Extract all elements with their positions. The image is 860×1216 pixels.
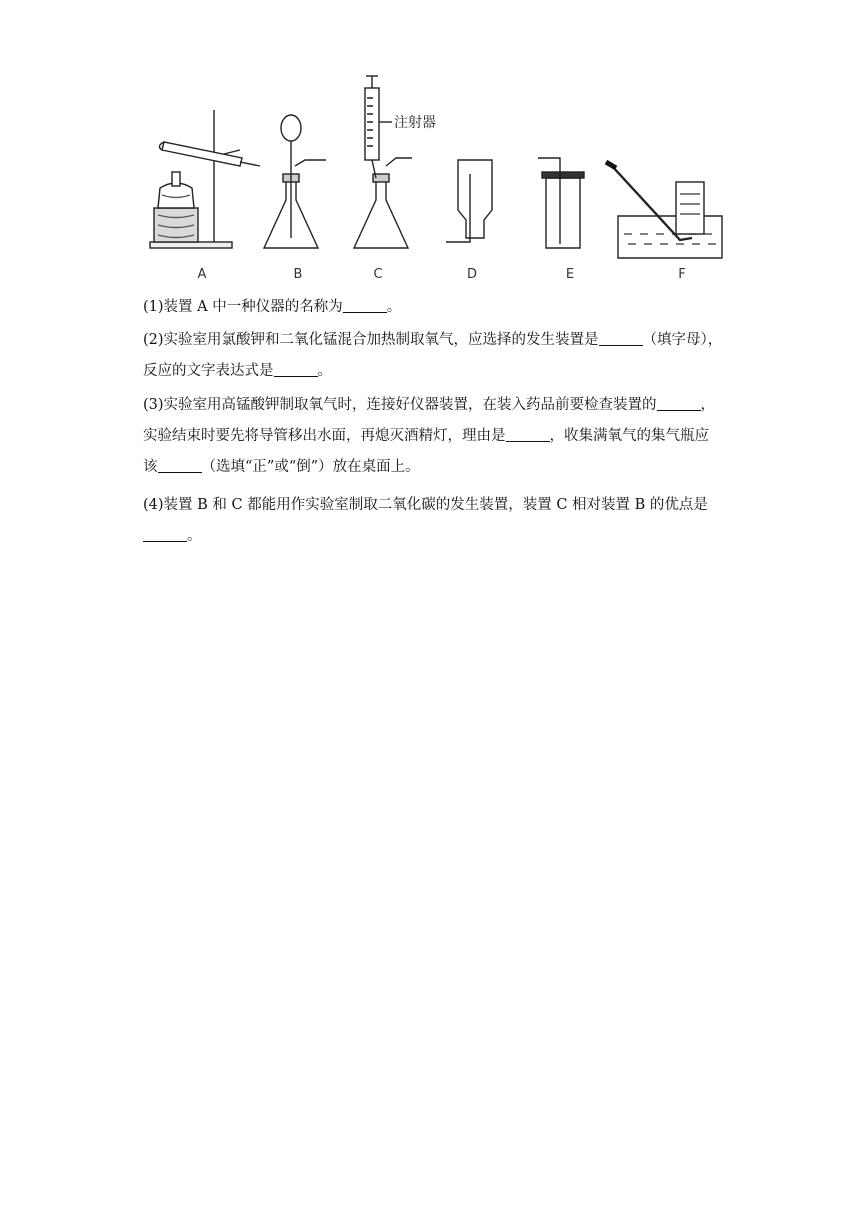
apparatus-f — [606, 162, 722, 258]
q1-text-1: (1)装置 A 中一种仪器的名称为 — [143, 299, 343, 315]
q3-text-1: (3)实验室用高锰酸钾制取氧气时，连接好仪器装置，在装入药品前要检查装置的 — [143, 397, 657, 413]
q3-text-2: ，实验结束时要先将导管移出水面，再熄灭酒精灯，理由是 — [143, 397, 716, 444]
q4-text-2: 。 — [187, 528, 202, 544]
question-3 — [143, 390, 723, 483]
apparatus-a — [150, 110, 260, 248]
question-4 — [143, 490, 723, 552]
label-d: D — [466, 267, 478, 282]
label-f: F — [678, 267, 686, 282]
apparatus-c — [354, 76, 412, 248]
apparatus-e — [538, 158, 584, 248]
answer-blank — [158, 456, 202, 473]
apparatus-diagram — [140, 70, 730, 285]
apparatus-b — [264, 115, 326, 248]
answer-blank — [657, 394, 701, 411]
syringe-label: 注射器 — [394, 115, 436, 131]
q2-text-2: （填字母），反应的文字表达式是 — [143, 332, 723, 379]
answer-blank — [143, 525, 187, 542]
label-c: C — [373, 267, 383, 282]
q2-text-3: 。 — [317, 363, 332, 379]
answer-blank — [506, 425, 550, 442]
answer-blank — [274, 360, 318, 377]
label-a: A — [197, 267, 207, 282]
apparatus-d — [446, 160, 492, 242]
label-e: E — [565, 267, 575, 282]
question-2 — [143, 325, 723, 387]
q3-text-3: ，收集满氧气的集气瓶应该 — [143, 428, 709, 475]
question-1 — [143, 292, 723, 323]
q4-text-1: (4)装置 B 和 C 都能用作实验室制取二氧化碳的发生装置，装置 C 相对装置 B 的优点是 — [143, 497, 708, 513]
label-b: B — [293, 267, 303, 282]
q2-text-1: (2)实验室用氯酸钾和二氧化锰混合加热制取氧气，应选择的发生装置是 — [143, 332, 599, 348]
q1-text-2: 。 — [386, 299, 402, 315]
answer-blank — [343, 296, 387, 313]
answer-blank — [599, 329, 643, 346]
apparatus-figure — [140, 70, 730, 285]
q3-text-4: （选填“正”或“倒”）放在桌面上。 — [201, 459, 420, 475]
